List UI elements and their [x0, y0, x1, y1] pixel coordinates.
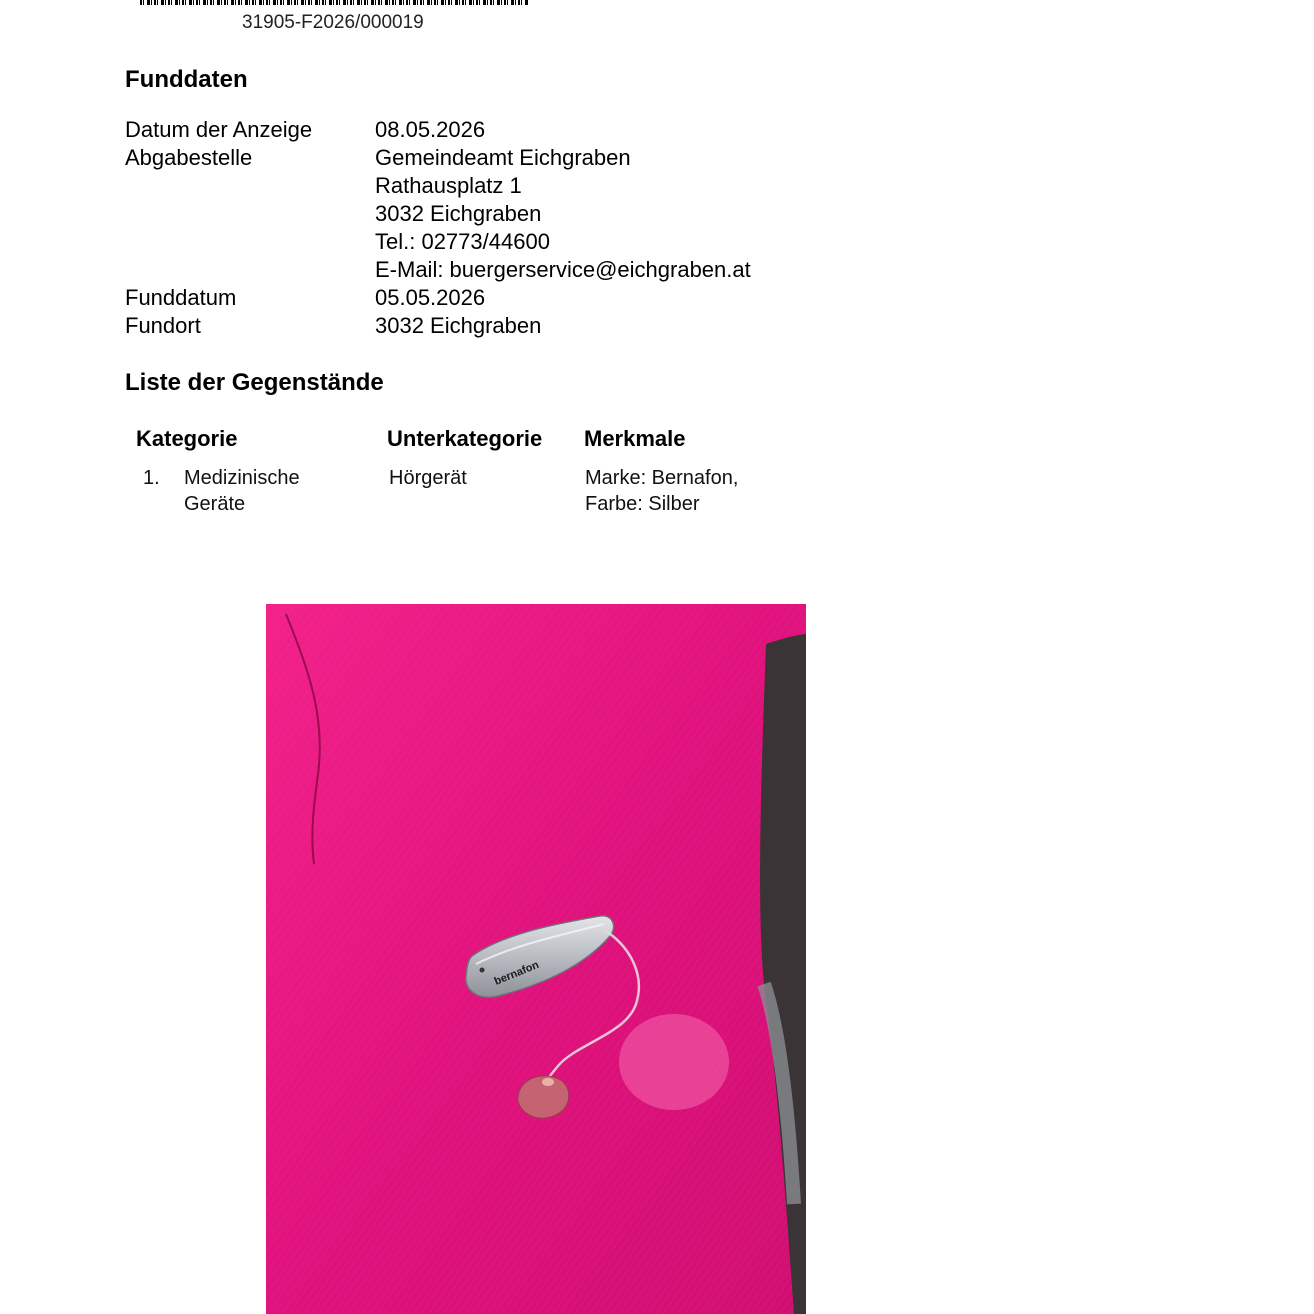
- row-unterkategorie: Hörgerät: [389, 467, 467, 489]
- funddatum-value: 05.05.2026: [375, 285, 486, 310]
- brand-text: bernafon: [492, 959, 541, 988]
- abgabestelle-phone: Tel.: 02773/44600: [375, 229, 550, 254]
- barcode-number: 31905-F2026/000019: [242, 12, 424, 33]
- table-header-merkmale: Merkmale: [584, 426, 686, 451]
- fabric-light-spot: [619, 1014, 729, 1110]
- table-header-unterkategorie: Unterkategorie: [387, 426, 543, 451]
- datum-der-anzeige-value: 08.05.2026: [375, 117, 486, 142]
- row-number: 1.: [143, 467, 160, 489]
- table-header-kategorie: Kategorie: [136, 426, 238, 451]
- section-title-funddaten: Funddaten: [125, 66, 248, 93]
- row-kategorie-line-2: Geräte: [184, 493, 246, 515]
- abgabestelle-line-2: Rathausplatz 1: [375, 173, 522, 198]
- section-title-gegenstaende: Liste der Gegenstände: [125, 369, 384, 396]
- row-kategorie-line-1: Medizinische: [184, 467, 300, 489]
- funddatum-label: Funddatum: [125, 285, 237, 310]
- datum-der-anzeige-label: Datum der Anzeige: [125, 117, 313, 142]
- ear-mold-tip: [542, 1078, 554, 1086]
- fundort-label: Fundort: [125, 313, 201, 338]
- row-merkmale-line-1: Marke: Bernafon,: [585, 467, 739, 489]
- abgabestelle-line-3: 3032 Eichgraben: [375, 201, 542, 226]
- barcode: [140, 0, 528, 5]
- item-photo: [266, 604, 806, 1314]
- hearing-aid-button: [480, 968, 485, 973]
- abgabestelle-label: Abgabestelle: [125, 145, 253, 170]
- row-merkmale-line-2: Farbe: Silber: [585, 493, 700, 515]
- hearing-aid-photo: [266, 604, 806, 1314]
- abgabestelle-email[interactable]: E-Mail: buergerservice@eichgraben.at: [375, 257, 751, 282]
- abgabestelle-line-1: Gemeindeamt Eichgraben: [375, 145, 631, 170]
- fundort-value: 3032 Eichgraben: [375, 313, 542, 338]
